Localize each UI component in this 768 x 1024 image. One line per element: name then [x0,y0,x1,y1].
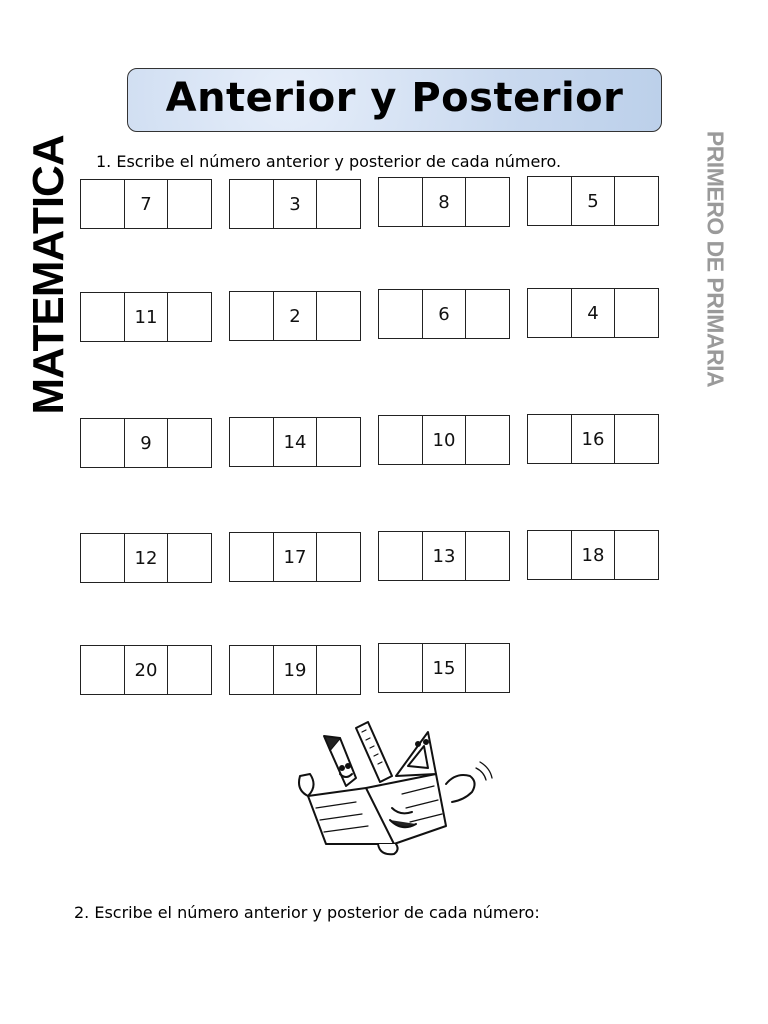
instruction-1: 1. Escribe el número anterior y posterior de cada número. [96,152,562,171]
number-box [378,531,510,581]
given-number: 11 [124,293,168,341]
before-answer-cell[interactable] [379,290,422,338]
after-answer-cell[interactable] [167,180,211,228]
given-number: 12 [124,534,168,582]
subject-label [14,135,84,415]
before-answer-cell[interactable] [379,178,422,226]
before-answer-cell[interactable] [528,177,571,225]
grade-label-text: PRIMERO DE PRIMARIA [702,130,729,388]
given-number: 18 [571,531,615,579]
after-answer-cell[interactable] [167,419,211,467]
before-answer-cell[interactable] [379,416,422,464]
after-answer-cell[interactable] [465,290,509,338]
before-answer-cell[interactable] [230,418,273,466]
subject-label-text: MATEMATICA [24,135,73,415]
given-number: 13 [422,532,466,580]
before-answer-cell[interactable] [81,293,124,341]
after-answer-cell[interactable] [614,415,658,463]
given-number: 16 [571,415,615,463]
after-answer-cell[interactable] [465,532,509,580]
number-box [229,291,361,341]
after-answer-cell[interactable] [614,177,658,225]
after-answer-cell[interactable] [614,289,658,337]
number-box [378,415,510,465]
given-number: 19 [273,646,317,694]
given-number: 17 [273,533,317,581]
number-box [80,645,212,695]
after-answer-cell[interactable] [316,646,360,694]
before-answer-cell[interactable] [230,180,273,228]
given-number: 4 [571,289,615,337]
after-answer-cell[interactable] [465,416,509,464]
before-answer-cell[interactable] [528,415,571,463]
number-box [527,176,659,226]
after-answer-cell[interactable] [465,644,509,692]
number-box [229,417,361,467]
given-number: 3 [273,180,317,228]
after-answer-cell[interactable] [465,178,509,226]
given-number: 20 [124,646,168,694]
given-number: 15 [422,644,466,692]
number-box [527,414,659,464]
number-box [229,179,361,229]
given-number: 5 [571,177,615,225]
title-banner [127,68,662,132]
before-answer-cell[interactable] [528,289,571,337]
given-number: 8 [422,178,466,226]
before-answer-cell[interactable] [230,533,273,581]
number-box [80,533,212,583]
given-number: 10 [422,416,466,464]
instruction-2: 2. Escribe el número anterior y posterior de cada número: [74,903,540,922]
given-number: 6 [422,290,466,338]
after-answer-cell[interactable] [614,531,658,579]
number-box [80,292,212,342]
number-box [229,645,361,695]
after-answer-cell[interactable] [167,293,211,341]
given-number: 9 [124,419,168,467]
given-number: 14 [273,418,317,466]
number-box [80,179,212,229]
number-box [80,418,212,468]
number-box [378,289,510,339]
number-box [527,530,659,580]
number-box [378,643,510,693]
after-answer-cell[interactable] [167,534,211,582]
number-box [527,288,659,338]
before-answer-cell[interactable] [81,180,124,228]
before-answer-cell[interactable] [81,646,124,694]
grade-label [690,130,740,388]
before-answer-cell[interactable] [81,419,124,467]
after-answer-cell[interactable] [316,533,360,581]
before-answer-cell[interactable] [528,531,571,579]
after-answer-cell[interactable] [316,180,360,228]
before-answer-cell[interactable] [81,534,124,582]
before-answer-cell[interactable] [379,532,422,580]
after-answer-cell[interactable] [316,292,360,340]
page-title: Anterior y Posterior [165,75,624,121]
after-answer-cell[interactable] [167,646,211,694]
given-number: 7 [124,180,168,228]
number-box [229,532,361,582]
before-answer-cell[interactable] [230,646,273,694]
number-box [378,177,510,227]
after-answer-cell[interactable] [316,418,360,466]
school-supplies-illustration [296,716,496,858]
before-answer-cell[interactable] [230,292,273,340]
before-answer-cell[interactable] [379,644,422,692]
given-number: 2 [273,292,317,340]
